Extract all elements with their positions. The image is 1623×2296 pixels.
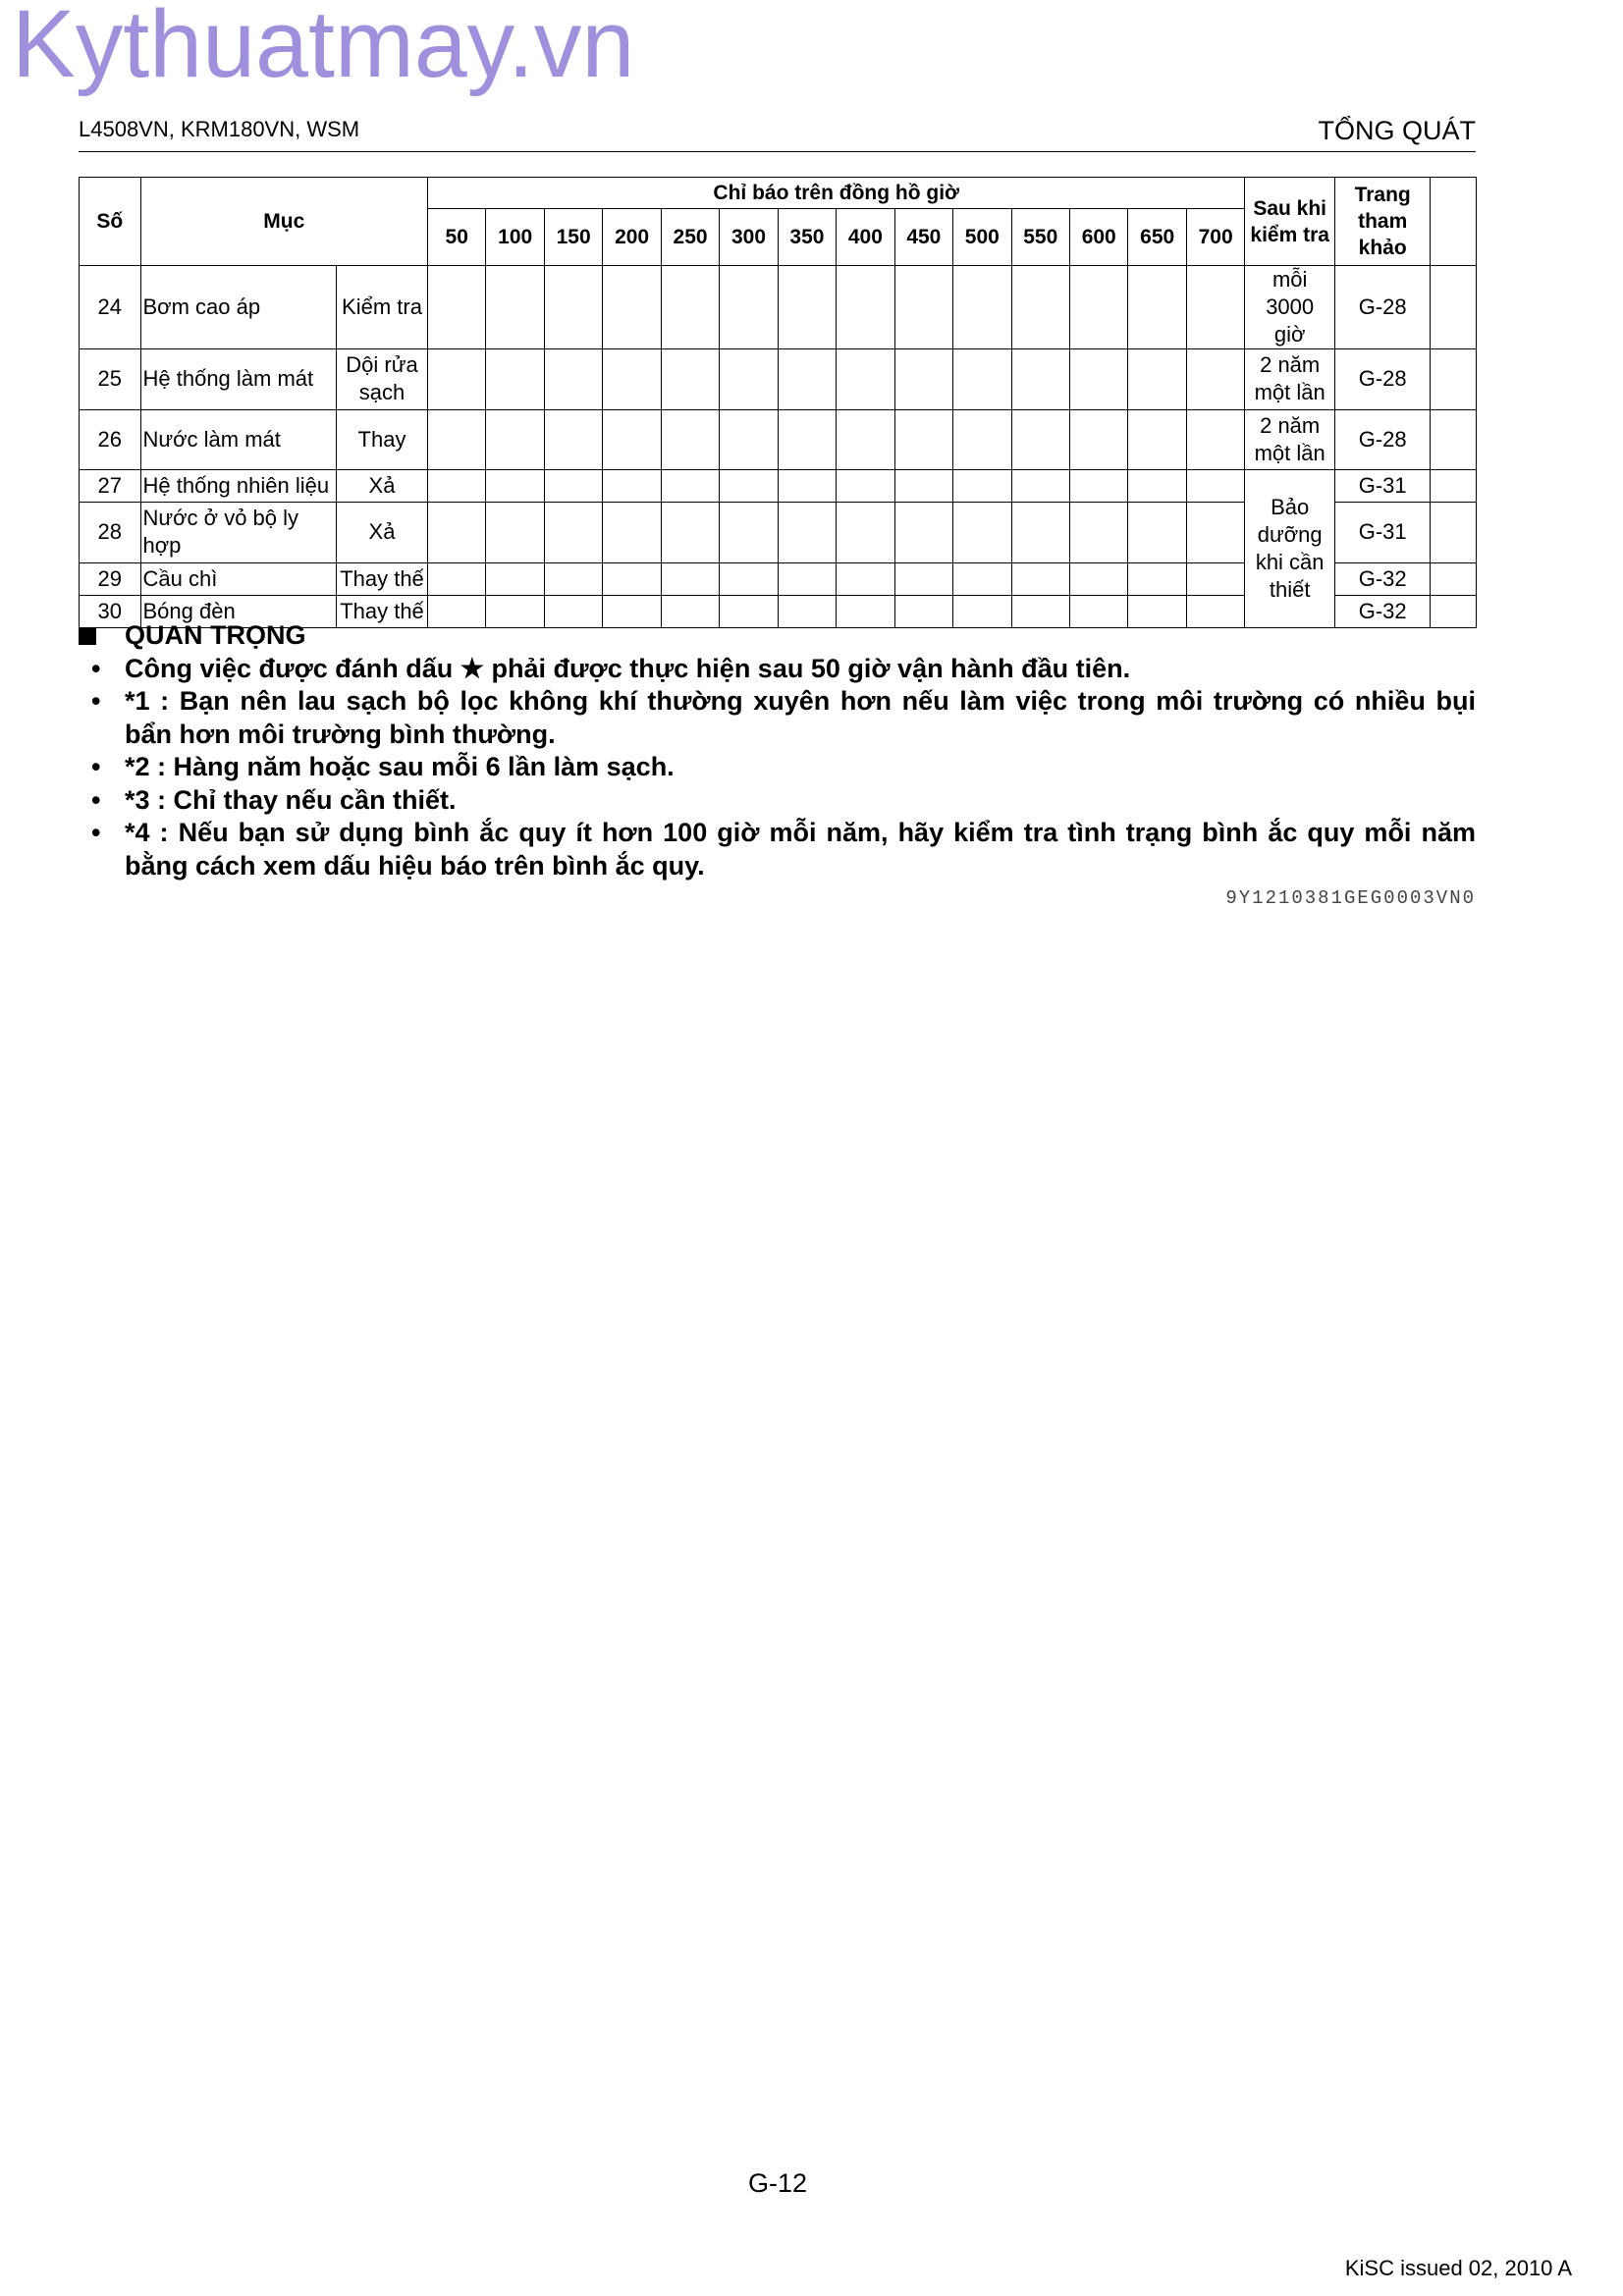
- header-no: Số: [80, 178, 141, 266]
- item-name: Nước ở vỏ bộ ly hợp: [140, 503, 337, 563]
- hour-cell: [1069, 349, 1127, 410]
- note-text: *1 : Bạn nên lau sạch bộ lọc không khí thường xuyên hơn nếu làm việc trong môi trường có nhiều bụi: [125, 686, 1476, 716]
- table-row: [80, 266, 1477, 349]
- header-models: L4508VN, KRM180VN, WSM: [79, 117, 360, 141]
- action: Xả: [337, 503, 428, 563]
- bullet-icon: •: [91, 653, 101, 683]
- note-item: [79, 751, 1476, 784]
- hour-cell: [720, 266, 778, 349]
- hour-cell: [778, 562, 836, 595]
- hour-cell: [603, 409, 661, 470]
- note-item: [79, 817, 1476, 882]
- header-hour: 250: [661, 208, 719, 266]
- note-text: *4 : Nếu bạn sử dụng bình ắc quy ít hơn 100 giờ mỗi năm, hãy kiểm tra tình trạng bình ắc quy mỗi năm: [125, 818, 1476, 847]
- header-hour: 350: [778, 208, 836, 266]
- hour-cell: [1011, 503, 1069, 563]
- row-number: 30: [80, 595, 141, 627]
- hour-cell: [1011, 266, 1069, 349]
- action: Thay thế: [337, 562, 428, 595]
- header-reference-page: Trang tham khảo: [1334, 178, 1431, 266]
- hour-cell: [603, 562, 661, 595]
- hour-cell: [894, 266, 952, 349]
- hour-cell: [544, 349, 602, 410]
- hour-cell: [778, 349, 836, 410]
- after-inspection: 2 năm một lần: [1245, 409, 1335, 470]
- hour-cell: [544, 470, 602, 503]
- item-name: Bóng đèn: [140, 595, 337, 627]
- hour-cell: [837, 503, 894, 563]
- hour-cell: [603, 470, 661, 503]
- hour-cell: [953, 266, 1011, 349]
- hour-cell: [1069, 470, 1127, 503]
- header-section-title: TỔNG QUÁT: [1318, 116, 1476, 145]
- hour-cell: [661, 503, 719, 563]
- table-row: [80, 409, 1477, 470]
- note-text: bẩn hơn môi trường bình thường.: [125, 719, 556, 749]
- row-number: 29: [80, 562, 141, 595]
- hour-cell: [661, 349, 719, 410]
- after-inspection: mỗi 3000 giờ: [1245, 266, 1335, 349]
- hour-cell: [661, 562, 719, 595]
- hour-cell: [837, 409, 894, 470]
- row-number: 25: [80, 349, 141, 410]
- hour-cell: [1128, 503, 1186, 563]
- header-hour: 650: [1128, 208, 1186, 266]
- note-text: bằng cách xem dấu hiệu báo trên bình ắc quy.: [125, 850, 705, 881]
- hour-cell: [1069, 503, 1127, 563]
- reference-page: G-31: [1334, 503, 1431, 563]
- reference-page: G-31: [1334, 470, 1431, 503]
- hour-cell: [953, 503, 1011, 563]
- hour-cell: [603, 349, 661, 410]
- hour-cell: [486, 349, 544, 410]
- hour-cell: [428, 562, 486, 595]
- header-divider: [79, 151, 1476, 152]
- hour-cell: [1186, 470, 1245, 503]
- header-hour: 700: [1186, 208, 1245, 266]
- reference-page: G-28: [1334, 266, 1431, 349]
- hour-cell: [661, 470, 719, 503]
- header-hour: 550: [1011, 208, 1069, 266]
- hour-cell: [953, 349, 1011, 410]
- bullet-icon: •: [91, 752, 101, 781]
- header-hour: 500: [953, 208, 1011, 266]
- hour-cell: [837, 349, 894, 410]
- hour-cell: [720, 349, 778, 410]
- header-hour: 600: [1069, 208, 1127, 266]
- item-name: Hệ thống nhiên liệu: [140, 470, 337, 503]
- hour-cell: [837, 266, 894, 349]
- hour-cell: [894, 409, 952, 470]
- hour-cell: [1128, 409, 1186, 470]
- blank-cell: [1431, 266, 1477, 349]
- hour-cell: [428, 470, 486, 503]
- hour-cell: [1069, 266, 1127, 349]
- note-text: Công việc được đánh dấu ★ phải được thực hiện sau 50 giờ vận hành đầu tiên.: [125, 653, 1131, 683]
- hour-cell: [778, 470, 836, 503]
- hour-cell: [1186, 409, 1245, 470]
- hour-cell: [720, 562, 778, 595]
- hour-cell: [661, 409, 719, 470]
- hour-cell: [1186, 562, 1245, 595]
- hour-cell: [720, 503, 778, 563]
- hour-cell: [894, 349, 952, 410]
- hour-cell: [720, 409, 778, 470]
- table-row: [80, 349, 1477, 410]
- hour-cell: [894, 503, 952, 563]
- reference-page: G-28: [1334, 349, 1431, 410]
- document-code: 9Y1210381GEG0003VN0: [1225, 887, 1476, 909]
- item-name: Hệ thống làm mát: [140, 349, 337, 410]
- hour-cell: [544, 409, 602, 470]
- note-item: [79, 685, 1476, 751]
- header-hour: 450: [894, 208, 952, 266]
- hour-cell: [486, 503, 544, 563]
- note-text: *2 : Hàng năm hoặc sau mỗi 6 lần làm sạch.: [125, 752, 675, 781]
- item-name: Nước làm mát: [140, 409, 337, 470]
- hour-cell: [1011, 349, 1069, 410]
- table-row: [80, 470, 1477, 503]
- hour-cell: [894, 562, 952, 595]
- hour-cell: [1186, 349, 1245, 410]
- hour-cell: [1069, 409, 1127, 470]
- row-number: 24: [80, 266, 141, 349]
- hour-cell: [837, 562, 894, 595]
- reference-page: G-32: [1334, 562, 1431, 595]
- row-number: 28: [80, 503, 141, 563]
- watermark: Kythuatmay.vn: [12, 0, 635, 97]
- hour-cell: [1011, 562, 1069, 595]
- header-hour: 200: [603, 208, 661, 266]
- hour-cell: [1069, 562, 1127, 595]
- header-hour: 50: [428, 208, 486, 266]
- header-hour: 150: [544, 208, 602, 266]
- hour-cell: [1128, 349, 1186, 410]
- important-title: QUAN TRỌNG: [125, 620, 306, 650]
- bullet-icon: •: [91, 686, 101, 716]
- hour-cell: [1186, 503, 1245, 563]
- bullet-icon: •: [91, 818, 101, 847]
- header-hour-meter: Chỉ báo trên đồng hồ giờ: [428, 178, 1245, 209]
- hour-cell: [1011, 470, 1069, 503]
- note-item: [79, 784, 1476, 818]
- hour-cell: [778, 266, 836, 349]
- hour-cell: [544, 503, 602, 563]
- item-name: Cầu chì: [140, 562, 337, 595]
- note-item: [79, 653, 1476, 686]
- blank-cell: [1431, 562, 1477, 595]
- issue-info: KiSC issued 02, 2010 A: [1344, 2256, 1572, 2280]
- hour-cell: [486, 470, 544, 503]
- hour-cell: [720, 470, 778, 503]
- hour-cell: [428, 409, 486, 470]
- header-hour: 300: [720, 208, 778, 266]
- hour-cell: [778, 409, 836, 470]
- hour-cell: [1011, 409, 1069, 470]
- black-square-icon: [79, 627, 96, 645]
- action: Thay thế: [337, 595, 428, 627]
- after-inspection: 2 năm một lần: [1245, 349, 1335, 410]
- hour-cell: [1128, 562, 1186, 595]
- hour-cell: [1128, 470, 1186, 503]
- action: Kiểm tra: [337, 266, 428, 349]
- hour-cell: [486, 266, 544, 349]
- hour-cell: [486, 562, 544, 595]
- hour-cell: [603, 503, 661, 563]
- blank-cell: [1431, 503, 1477, 563]
- header-blank: [1431, 178, 1477, 266]
- header-after-inspection: Sau khi kiểm tra: [1245, 178, 1335, 266]
- action: Dội rửa sạch: [337, 349, 428, 410]
- hour-cell: [778, 503, 836, 563]
- hour-cell: [486, 409, 544, 470]
- hour-cell: [1186, 266, 1245, 349]
- after-inspection-merged: Bảo dưỡng khi cần thiết: [1245, 470, 1335, 628]
- table-header-row: [80, 178, 1477, 209]
- hour-cell: [837, 470, 894, 503]
- action: Xả: [337, 470, 428, 503]
- hour-cell: [953, 470, 1011, 503]
- hour-cell: [428, 503, 486, 563]
- hour-cell: [953, 562, 1011, 595]
- note-text: *3 : Chỉ thay nếu cần thiết.: [125, 784, 457, 815]
- hour-cell: [544, 562, 602, 595]
- maintenance-table: [79, 177, 1477, 628]
- hour-cell: [894, 470, 952, 503]
- action: Thay: [337, 409, 428, 470]
- important-heading: [79, 619, 1476, 653]
- hour-cell: [603, 266, 661, 349]
- bullet-icon: •: [91, 784, 101, 815]
- hour-cell: [661, 266, 719, 349]
- blank-cell: [1431, 409, 1477, 470]
- reference-page: G-28: [1334, 409, 1431, 470]
- hour-cell: [1128, 266, 1186, 349]
- reference-page: G-32: [1334, 595, 1431, 627]
- hour-cell: [428, 266, 486, 349]
- header-hour: 400: [837, 208, 894, 266]
- header-hour: 100: [486, 208, 544, 266]
- hour-cell: [544, 266, 602, 349]
- header-item: Mục: [140, 178, 428, 266]
- important-notes: [79, 619, 1476, 882]
- item-name: Bơm cao áp: [140, 266, 337, 349]
- blank-cell: [1431, 349, 1477, 410]
- page-number: G-12: [747, 2168, 808, 2198]
- blank-cell: [1431, 470, 1477, 503]
- row-number: 27: [80, 470, 141, 503]
- row-number: 26: [80, 409, 141, 470]
- hour-cell: [953, 409, 1011, 470]
- hour-cell: [428, 349, 486, 410]
